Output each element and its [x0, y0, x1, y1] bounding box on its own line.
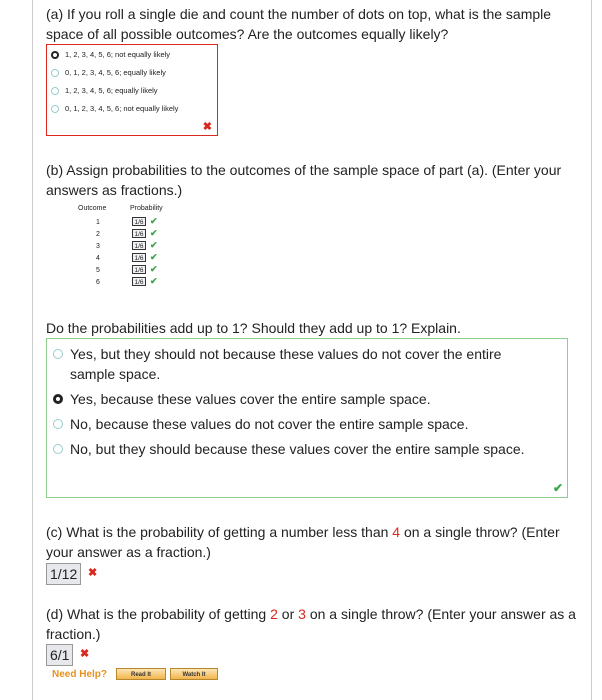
sum-option-1[interactable] — [53, 344, 553, 384]
radio-icon[interactable] — [51, 69, 59, 77]
check-icon: ✔ — [150, 252, 158, 262]
check-icon: ✔ — [150, 240, 158, 250]
part-a-option-label: 0, 1, 2, 3, 4, 5, 6; not equally likely — [65, 104, 179, 113]
radio-icon[interactable] — [53, 349, 63, 359]
outcome-cell: 2 — [96, 231, 100, 238]
part-d-question — [46, 604, 586, 644]
radio-icon[interactable] — [51, 105, 59, 113]
probability-input[interactable]: 1/6 — [132, 277, 146, 286]
part-c-number: 4 — [392, 524, 401, 540]
part-c-question — [46, 522, 586, 562]
radio-icon[interactable] — [51, 87, 59, 95]
outcome-cell: 5 — [96, 267, 100, 274]
radio-selected-icon[interactable] — [53, 394, 63, 404]
part-d-text: on a single throw? (Enter your answer as a fraction.) — [46, 606, 576, 642]
part-d-text: (d) What is the probability of getting — [46, 606, 271, 622]
part-d-text: or — [277, 606, 299, 622]
sum-option-2[interactable] — [53, 389, 431, 409]
probability-input[interactable]: 1/6 — [132, 253, 146, 262]
check-icon: ✔ — [150, 216, 158, 226]
check-icon: ✔ — [150, 228, 158, 238]
part-c-text: (c) What is the probability of getting a number less than — [46, 524, 393, 540]
outcome-cell: 4 — [96, 255, 100, 262]
probability-column-header: Probability — [130, 205, 163, 212]
part-a-option-1[interactable] — [51, 46, 170, 64]
radio-icon[interactable] — [53, 419, 63, 429]
part-a-option-3[interactable] — [51, 82, 158, 100]
part-a-options-box — [46, 44, 218, 136]
check-icon: ✔ — [552, 481, 563, 495]
part-d-answer-input[interactable]: 6/1 — [46, 644, 73, 666]
outcome-cell: 6 — [96, 279, 100, 286]
watch-it-button[interactable]: Watch It — [170, 668, 218, 680]
radio-icon[interactable] — [53, 444, 63, 454]
sum-question: Do the probabilities add up to 1? Should they add up to 1? Explain. — [46, 320, 461, 336]
x-mark-icon: ✖ — [202, 121, 212, 133]
x-mark-icon: ✖ — [80, 648, 90, 660]
probability-input[interactable]: 1/6 — [132, 229, 146, 238]
read-it-button[interactable]: Read It — [116, 668, 166, 680]
part-a-option-4[interactable] — [51, 100, 178, 118]
part-c-answer-input[interactable]: 1/12 — [46, 563, 81, 585]
check-icon: ✔ — [150, 276, 158, 286]
part-c-text: on a single throw? (Enter your answer as a fraction.) — [46, 524, 560, 560]
sum-option-label: Yes, but they should not because these values do not cover the entire sample space. — [70, 346, 502, 382]
part-a-question: (a) If you roll a single die and count the number of dots on top, what is the sample space of all possible outcomes? Are the outcomes equally likely? — [46, 6, 552, 42]
part-a-option-2[interactable] — [51, 64, 166, 82]
probability-input[interactable]: 1/6 — [132, 241, 146, 250]
part-a-option-label: 1, 2, 3, 4, 5, 6; equally likely — [65, 86, 158, 95]
part-d-number: 2 — [270, 606, 278, 622]
radio-selected-icon[interactable] — [51, 51, 59, 59]
check-icon: ✔ — [150, 264, 158, 274]
sum-option-3[interactable] — [53, 414, 468, 434]
part-d-number: 3 — [298, 606, 306, 622]
part-a-option-label: 0, 1, 2, 3, 4, 5, 6; equally likely — [65, 68, 166, 77]
sum-options-box — [46, 338, 568, 498]
sum-option-label: No, because these values do not cover the entire sample space. — [70, 416, 469, 432]
outcome-column-header: Outcome — [78, 205, 107, 212]
need-help-label: Need Help? — [52, 669, 108, 680]
sum-option-4[interactable] — [53, 439, 553, 459]
outcome-cell: 3 — [96, 243, 100, 250]
probability-input[interactable]: 1/6 — [132, 217, 146, 226]
probability-input[interactable]: 1/6 — [132, 265, 146, 274]
sum-option-label: No, but they should because these values cover the entire sample space. — [70, 441, 525, 457]
part-b-question: (b) Assign probabilities to the outcomes of the sample space of part (a). (Enter your answers as fractions.) — [46, 162, 562, 198]
sum-option-label: Yes, because these values cover the entire sample space. — [70, 391, 431, 407]
outcome-cell: 1 — [96, 219, 100, 226]
part-a-option-label: 1, 2, 3, 4, 5, 6; not equally likely — [65, 50, 171, 59]
x-mark-icon: ✖ — [88, 567, 98, 579]
